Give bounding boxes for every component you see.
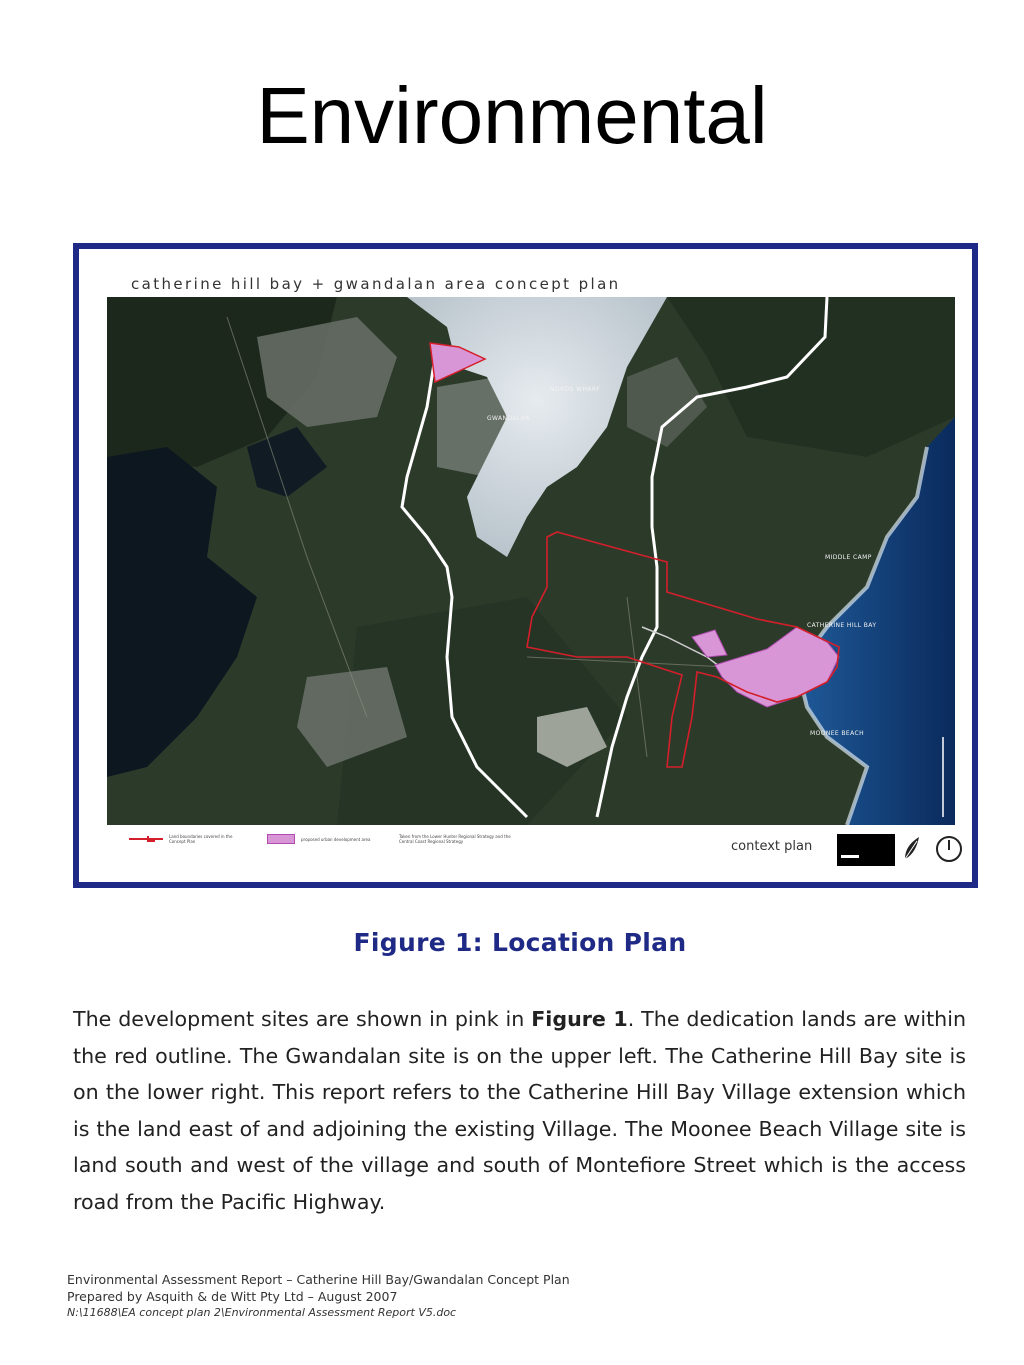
document-footer bbox=[67, 1272, 570, 1322]
legend-text: Land boundaries covered in the Concept Plan bbox=[169, 834, 233, 844]
body-text-part: . The dedication lands are within the red outline. The Gwandalan site is on the upper left. The Catherine Hill Bay site is on the lower right. This report refers to the Catherine Hill Bay Village extension which is the land east of and adjoining the existing Village. The Moonee Beach Village site is land south and west of the village and south of Montefiore Street which is the access road from the Pacific Highway. bbox=[73, 1007, 966, 1214]
legend-item-boundary bbox=[129, 834, 239, 844]
footer-file-path: N:\11688\EA concept plan 2\Environmental Assessment Report V5.doc bbox=[67, 1306, 457, 1319]
development-swatch bbox=[267, 834, 295, 844]
logo-mark-icon bbox=[841, 855, 859, 866]
slide-title: Environmental bbox=[256, 71, 768, 160]
north-arrow-icon bbox=[936, 836, 962, 862]
body-paragraph bbox=[73, 1001, 966, 1221]
context-plan-label: context plan bbox=[731, 839, 813, 854]
label-middle-camp: MIDDLE CAMP bbox=[825, 554, 872, 561]
label-nords-wharf: NORDS WHARF bbox=[550, 386, 601, 393]
label-moonee-beach: MOONEE BEACH bbox=[810, 730, 865, 737]
legend-text: Taken from the Lower Hunter Regional Strategy and the Central Coast Regional Strategy bbox=[399, 834, 511, 844]
footer-report-title: Environmental Assessment Report – Catherine Hill Bay/Gwandalan Concept Plan bbox=[67, 1272, 570, 1287]
label-gwandalan: GWANDALAN bbox=[487, 415, 531, 422]
legend-text: proposed urban development area bbox=[301, 836, 371, 842]
aerial-map bbox=[107, 297, 955, 825]
footer-prepared-by: Prepared by Asquith & de Witt Pty Ltd – August 2007 bbox=[67, 1288, 398, 1304]
legend-item-source bbox=[399, 834, 519, 844]
legend-item-development bbox=[267, 834, 371, 844]
boundary-swatch bbox=[129, 838, 163, 840]
figure-caption: Figure 1: Location Plan bbox=[353, 928, 687, 957]
location-plan-figure bbox=[73, 243, 978, 888]
body-text-part: The development sites are shown in pink in bbox=[73, 1007, 532, 1031]
map-heading: catherine hill bay + gwandalan area concept plan bbox=[131, 275, 621, 293]
leaf-logo-icon bbox=[901, 835, 921, 863]
map-legend bbox=[129, 832, 689, 846]
label-catherine-hill-bay: CATHERINE HILL BAY bbox=[807, 622, 877, 629]
figure-reference: Figure 1 bbox=[531, 1007, 628, 1031]
